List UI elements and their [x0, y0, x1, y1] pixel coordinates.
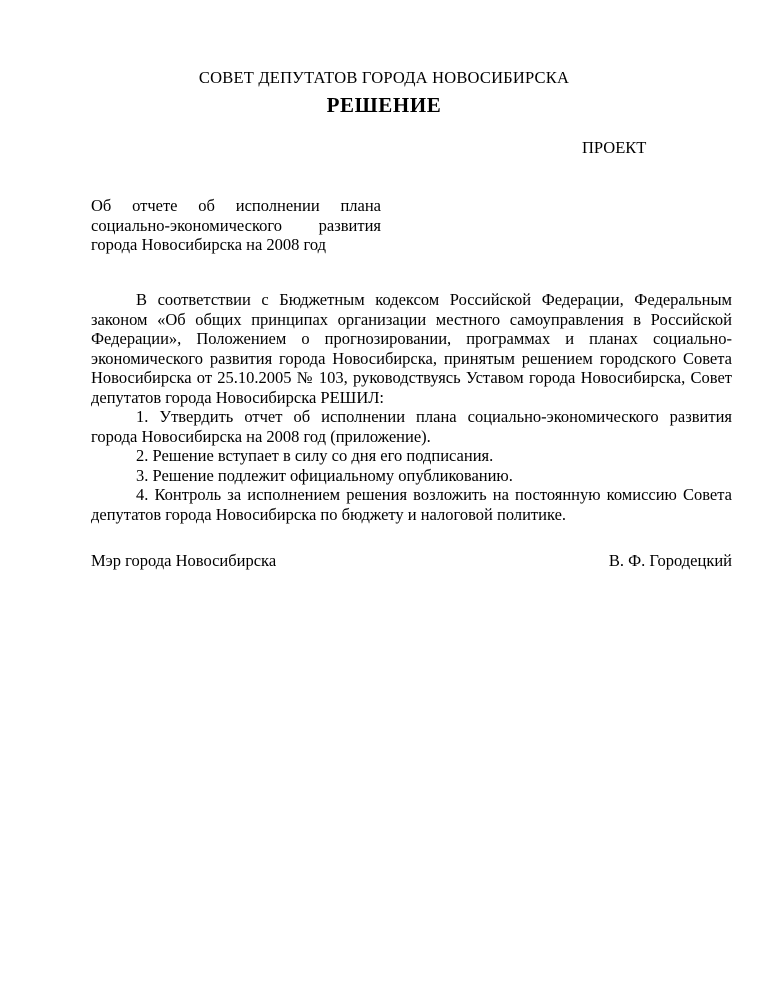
subject-line-1: Об отчете об исполнении плана	[91, 196, 381, 215]
preamble-paragraph: В соответствии с Бюджетным кодексом Российской Федерации, Федеральным законом «Об общих принципах организации местного самоуправления в Российской Федерации», Положением о прогнозировании, программах и планах социально-экономического развития города Новосибирска, принятым решением городского Совета Новосибирска от 25.10.2005 № 103, руководствуясь Уставом города Новосибирска, Совет депутатов города Новосибирска РЕШИЛ:	[91, 290, 732, 407]
decision-subject	[91, 196, 381, 255]
signatory-position: Мэр города Новосибирска	[91, 551, 277, 570]
decision-item-1: 1. Утвердить отчет об исполнении плана социально-экономического развития города Новосибирска на 2008 год (приложение).	[91, 407, 732, 446]
signatory-name: В. Ф. Городецкий	[608, 551, 732, 570]
subject-line-3: города Новосибирска на 2008 год	[91, 235, 327, 254]
decision-item-3: 3. Решение подлежит официальному опубликованию.	[136, 465, 513, 485]
decision-item-4: 4. Контроль за исполнением решения возложить на постоянную комиссию Совета депутатов города Новосибирска по бюджету и налоговой политике.	[91, 485, 732, 524]
subject-line-2: социально-экономического развития	[91, 215, 381, 235]
signature-block	[91, 551, 732, 571]
document-title: РЕШЕНИЕ	[326, 93, 442, 117]
decision-item-2: 2. Решение вступает в силу со дня его подписания.	[136, 446, 494, 465]
decision-body	[91, 290, 732, 524]
council-heading: СОВЕТ ДЕПУТАТОВ ГОРОДА НОВОСИБИРСКА	[198, 68, 570, 87]
draft-mark: ПРОЕКТ	[582, 138, 647, 157]
